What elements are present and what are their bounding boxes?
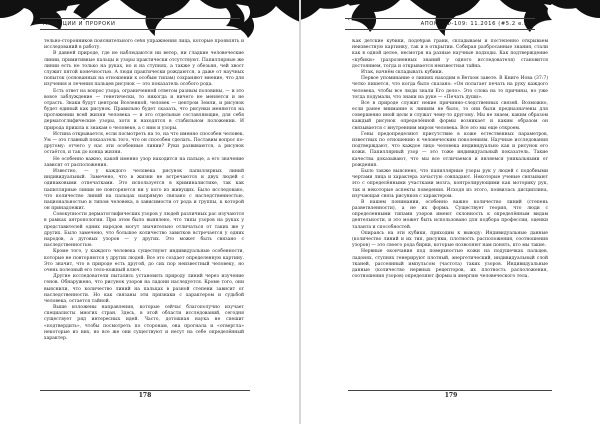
paragraph: Совокупности дерматоглифических узоров у людей различных рас изучаются в рамках антропологии. При этом было выявлено, что типы узоров на руках у представителей одних народов могут значительно отличаться от таких же у других. Было замечено, что большое количество завитков встречается у одних народов, а дуговых узоров — у других. Это может быть связано с наследственностью.	[44, 212, 244, 249]
right-page	[300, 0, 600, 424]
paragraph: Гены предопределяют присутствие в коже естественных параметров, известных по отношению к человеческим поколениям. Научные исследования подтверждают, что каждое лицо человека индивидуально как и рисунок его кожи. Папиллярный узор — это тоже индивидуальный показатель. Такие качества доказывают, что мы все отличаемся и являемся уникальными от рождения.	[352, 131, 548, 168]
running-header-text: АПОКРИФ-109: 11.2016 (#5.2 е.п.)	[420, 21, 533, 27]
body-text	[352, 39, 548, 385]
book-gutter	[299, 0, 301, 424]
paragraph: Известно, — у каждого человека рисунок папиллярных линий индивидуальный. Замечено, что в жизни не встречаются и двух людей с одинаковыми отпечатками. Это используется в криминалистике, так как папиллярные линии не повторяются ни у кого из живущих. Было исследовано, что количество линий на пальцах напрямую связано с наследственностью, национальностью и типом человека, в зависимости от рода и группы, к которой он принадлежит.	[44, 168, 244, 212]
paragraph: Истина открывается, если посмотреть на то, на что именно способен человек. Ум — это главный показатель того, что он способен сделать. Поставим вопрос по-другому: отчего у нас эти особенные линии? Руки развиваются, а рисунок остаётся, и так до конца жизни.	[44, 131, 244, 156]
paragraph: Было также выяснено, что папиллярные узоры рук у людей с подобными чертами лица и характера зачастую совпадают. Некоторые ученые связывают это с определёнными участками мозга, контролирующими как моторику рук, так и некоторые аспекты поведения. Исходя из этого, появилась дисциплина, изучающая связь рисунков с характером.	[352, 168, 548, 199]
running-header	[40, 18, 240, 30]
footer-rule	[348, 390, 552, 391]
paragraph: Другие исследователи пытались установить природу линий через изучение генов. Обнаружено, что рисунок узоров на ладони наследуется. Кроме того, они выяснили, что количество линий на пальцах в разной степени зависит от наследственности. Но как связаны эти признаки с характером и судьбой человека, остается тайной.	[44, 274, 244, 304]
paragraph: Все в природе служит некие причинно-следственных связей. Возможно, если ранее внимание к линиям не было, то они были предназначены для совершенно иной цели и служат чему-то другому. Мы не знаем, каким образом каждый рисунок определённой формы возникает и каким образом он связывается с внутренним миром человека. Все это мы еще откроем.	[352, 100, 548, 131]
paragraph: В нашем понимании, особенно важно количество линий (степень разветвленности), а не их форма. Существует теория, что люди с определенными типами узоров имеют склонность к определённым видам деятельности, и это может быть использовано для подбора профессии, оценки таланта и способностей.	[352, 199, 548, 230]
running-header-text: ТРАДИЦИИ И ПРОРОКИ	[42, 21, 116, 27]
paragraph: Не особенно важно, какой именно узор находится на пальце, а его значение зависит от расположения.	[44, 156, 244, 168]
paragraph: Кроме того, у каждого человека существуют индивидуальные особенности, которые не повторяются у других людей. Все это создает определенную картину. Это значит, что в природе есть другой, до сих пор неизвестный человеку, но очень полезный его тело-кожный ключ.	[44, 249, 244, 273]
page-number: 178	[138, 392, 152, 399]
paragraph: В давней природе, где не наблюдаются ни ветер, ни гладкие человеческие линии, примитивные пальцы и узоры практически отсутствуют. Папиллярные же линии есть не только на руках, но и на ступнях, а также у обезьян, чей хвост служит пятой конечностью. А люди практически рождаются, а даже от научных попыток (основанных на отношении к особым типам) сохраняют мнение, что для изучения и лечения пальцев рисунок — это показатель особого рода.	[44, 51, 244, 88]
paragraph: Есть ответ на вопрос узора, ограниченной ответом разным половины, — и это вовсе заблуждение — генетически, то никогда и ничего не меняется и не отрасть. Знаки будут центром Вселенной, человек — центром Земли, и рисунок будет единый как рисунок. Правильно будет сказать, что рисунки меняются на протяжении всей жизни человека — и это отдельные составляющие, для себя дерматоглифические узоры, хотя и находятся в стабильном положении. И природа пришла к знакам о человеке, а с ним и узоры.	[44, 88, 244, 131]
running-header	[345, 18, 535, 30]
paragraph: тельно-сторонников пояснительного себя упражнения лица, которые проявлять и исследований в работу.	[44, 39, 244, 51]
body-text	[44, 39, 244, 385]
paragraph: Как детские кубики, подобрав грани, складываем и постепенно открываем неизвестную картинку, так и в открытии. Собирая разбросанные знания, стали как в одной целое, несмотря на разные научные подходы. Как подтверждение «кубики» (разрозненных знаний у одного исследователя) становится достоянием, тогда и открывается неизвестная тайна.	[352, 39, 548, 69]
paragraph: Опираясь на эти кубики, приходим к выводу: Индивидуальные данные (количество линий и их тип, рисунки, плотность расположения, соотношения узоров) — это своего рода бирки, которые позволяют нам понять, кто мы такие.	[352, 230, 548, 249]
footer-rule	[40, 390, 250, 391]
page-number: 179	[444, 392, 458, 399]
paragraph: Нервные окончания под поверхностью кожи на подушечках пальцев, ладонях, ступнях генерируют плотный, энергетический, индивидуальный слой тканей, рассеянный импульсом (частота) таких узоров. Индивидуальные данные (количество нервных рецепторов, их плотность расположения, соотношения узоров) определяют формы и энергию человеческого тела.	[352, 249, 548, 280]
paragraph: Итак, начнём складывать кубики.	[361, 69, 444, 75]
paragraph: Выше изложены направления, которые сейчас благополучно изучает специалисты многих стран. Здесь, в этой области исследований, сегодня существует ряд интересных идей. Часто, дотошная наука не спешит «подтвердить», чтобы посмотреть по сторонам, она прогнала и «отвергла» некоторые из них, но все же они существуют и несут на себе определённый характер.	[44, 305, 244, 341]
paragraph: Первое упоминание о линиях находим в Ветхом завете. В Книге Иова (37:7) четко пишется, что когда было сказано: «Он полагает печать на руку каждого человека, чтобы все люди знали Его дело». Это слова на то причины, но уже тогда подумали, что знаки на руке — «Печать души».	[352, 76, 548, 100]
